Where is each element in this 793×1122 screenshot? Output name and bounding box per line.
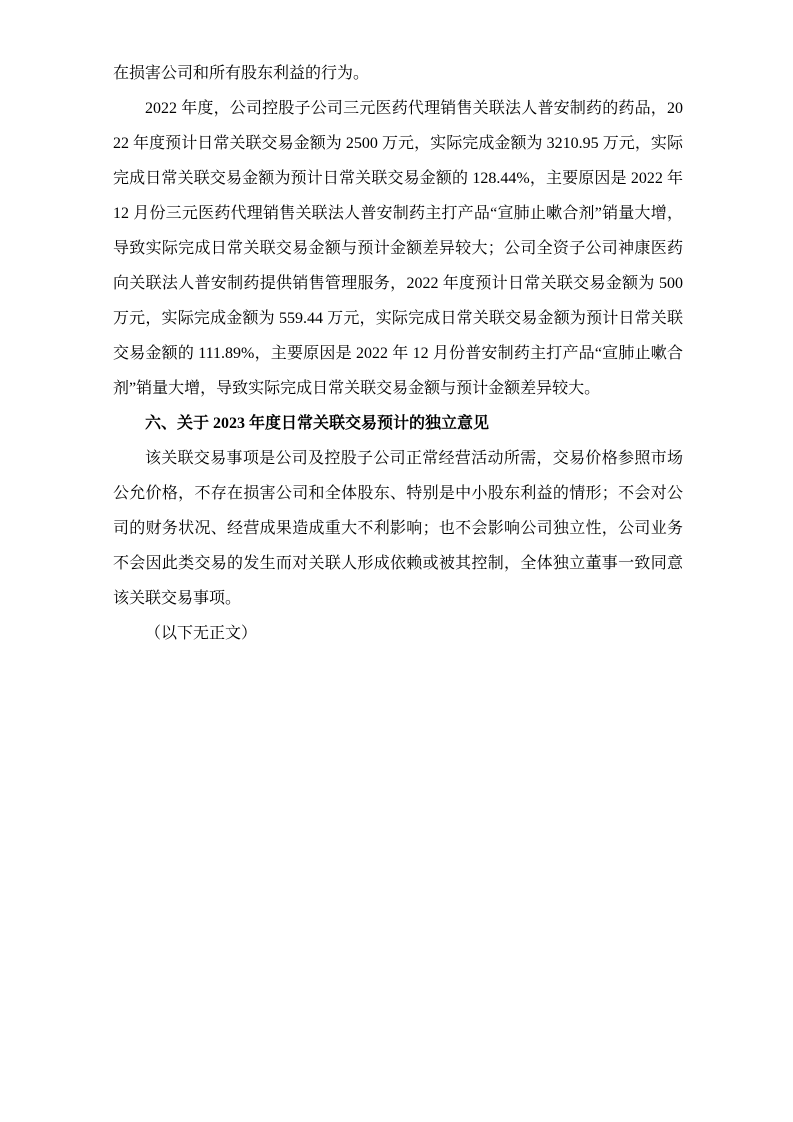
- paragraph-2022-transaction-review: 2022 年度，公司控股子公司三元医药代理销售关联法人普安制药的药品，2022 年度预计日常关联交易金额为 2500 万元，实际完成金额为 3210.95 万元，实际完成日常关联交易金额为预计日常关联交易金额的 128.44%，主要原因是 2022 年 12 月份三元医药代理销售关联法人普安制药主打产品“宣肺止嗽合剂”销量大增，导致实际完成日常关联交易金额与预计金额差异较大；公司全资子公司神康医药向关联法人普安制药提供销售管理服务，2022 年度预计日常关联交易金额为 500 万元，实际完成金额为 559.44 万元，实际完成日常关联交易金额为预计日常关联交易金额的 111.89%，主要原因是 2022 年 12 月份普安制药主打产品“宣肺止嗽合剂”销量大增，导致实际完成日常关联交易金额与预计金额差异较大。: [113, 100, 683, 397]
- section-heading-independent-opinion: 六、关于 2023 年度日常关联交易预计的独立意见: [145, 415, 490, 432]
- paragraph-independent-opinion: 该关联交易事项是公司及控股子公司正常经营活动所需，交易价格参照市场公允价格，不存在损害公司和全体股东、特别是中小股东利益的情形；不会对公司的财务状况、经营成果造成重大不利影响；也不会影响公司独立性，公司业务不会因此类交易的发生而对关联人形成依赖或被其控制，全体独立董事一致同意该关联交易事项。: [113, 450, 683, 607]
- paragraph-continuation: 在损害公司和所有股东利益的行为。: [113, 65, 370, 82]
- closing-note: （以下无正文）: [145, 625, 258, 642]
